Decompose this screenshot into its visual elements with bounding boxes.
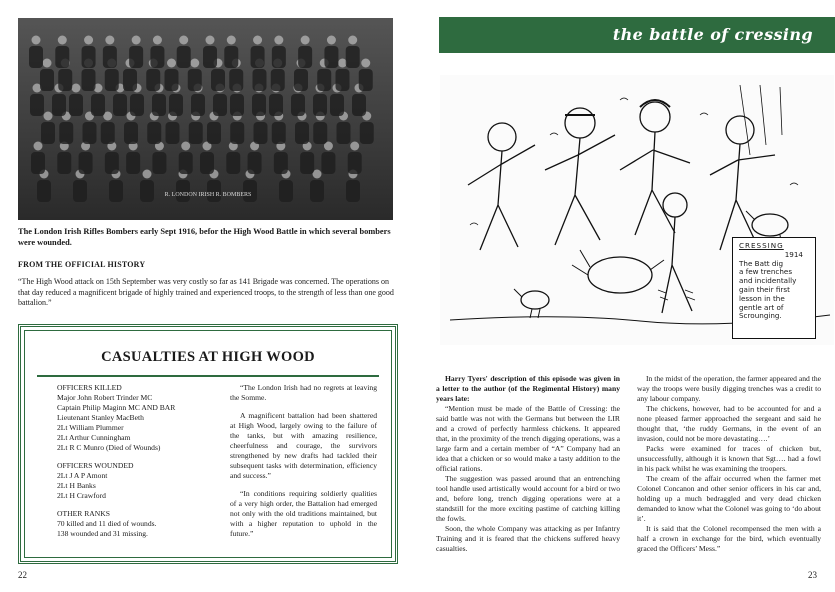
casualties-box [18,324,398,564]
page-number-right: 23 [808,570,817,580]
other-ranks-line: 138 wounded and 31 missing. [57,529,148,538]
cartoon-caption-line: Scrounging. [739,311,782,321]
group-photo-figures [18,18,393,220]
casualties-title: CASUALTIES AT HIGH WOOD [101,349,315,365]
chapter-banner [439,17,835,53]
killed-name: 2Lt William Plummer [57,423,124,432]
cartoon-caption-line: and incidentally [739,276,797,286]
cartoon-caption-box [732,237,816,339]
article-paragraph: The chickens, however, had to be accounted for and a none pleased farmer approached the sergeant and said he thought that, ‘the ruddy Germans, in the event of an invasion, could not be more devastating….’ [637,404,821,443]
cressing-cartoon [440,75,834,345]
page-number-left: 22 [18,570,27,580]
wounded-name: 2Lt J A P Amont [57,471,108,480]
cartoon-caption-line: a few trenches [739,267,793,277]
officers-killed-heading: OFFICERS KILLED [57,383,122,392]
cartoon-caption-year: 1914 [784,249,803,259]
officers-wounded-heading: OFFICERS WOUNDED [57,461,134,470]
article-paragraph: “Mention must be made of the Battle of Cressing: the said battle was not with the Germans but between the LIR and a crowd of perfectly harmless chickens. It appeared that, in the proximity of the trench digging operations, was a large farm and a certain member of “A” Company had an idea that a chicken or so would make a tasty addition to the official rations. [436,404,620,473]
wounded-name: 2Lt H Banks [57,481,96,490]
commentary-paragraph: “The London Irish had no regrets at leaving the Somme. [230,383,377,402]
killed-name: Captain Philip Maginn MC AND BAR [57,403,176,412]
killed-name: 2Lt Arthur Cunningham [57,433,131,442]
article-paragraph: Soon, the whole Company was attacking as per Infantry Training and it is feared that the chickens suffered heavy casualties. [436,524,620,553]
cartoon-caption-line: gain their first [739,284,790,294]
casualty-list [57,383,217,539]
section-label: FROM THE OFFICIAL HISTORY [18,260,146,269]
commentary-paragraph: “In conditions requiring soldierly qualities of a very high order, the Battalion had emerged not only with the old traditions maintained, but with a higher reputation to uphold in the future.” [230,489,377,538]
article-paragraph: Packs were examined for traces of chicken but, unsuccessfully, although it is known that Sgt…. had a fowl in his pack whilst he was examining the troopers. [637,444,821,473]
commentary-paragraph: A magnificent battalion had been shattered at High Wood, largely owing to the failure of the tanks, but with amazing resilience, cheerfulness and courage, the survivors strengthened by new drafts had tackled their subsequent tasks with determination, efficiency and success.” [230,411,377,480]
casualty-commentary [230,383,377,547]
article-column-1 [436,374,620,554]
article-paragraph: In the midst of the operation, the farmer appeared and the way the troops were busily digging trenches was a credit to any labour company. [637,374,821,403]
casualties-box-inner [24,330,392,558]
left-page [0,0,417,592]
cartoon-caption-line: The Batt dig [739,258,784,268]
other-ranks-heading: OTHER RANKS [57,509,110,518]
article-paragraph: It is said that the Colonel recompensed the men with a half a crown in exchange for the bird, which eventually graced the Officers’ Mess.” [637,524,821,553]
photo-caption: The London Irish Rifles Bombers early Sept 1916, befor the High Wood Battle in which several bombers were wounded. [18,227,391,247]
cartoon-caption-line: lesson in the [739,293,785,303]
article-lead: Harry Tyers' description of this episode was given in a letter to the author (of the Regimental History) many years late: [436,374,620,403]
group-photo [18,18,393,220]
official-history-quote: “The High Wood attack on 15th September was very costly so far as 141 Brigade was concerned. The operations on that day reduced a magnificent brigade of highly trained and experienced troops, to the strength of less than one good battalion.” [18,277,394,308]
killed-name: Lieutenant Stanley MacBeth [57,413,144,422]
right-page [418,0,835,592]
title-rule [37,375,379,377]
banner-title: the battle of cressing [612,25,813,44]
other-ranks-line: 70 killed and 11 died of wounds. [57,519,157,528]
killed-name: 2Lt R C Munro (Died of Wounds) [57,443,161,452]
cartoon-caption-line: gentle art of [739,302,784,312]
article-paragraph: The suggestion was passed around that an entrenching tool handle used artistically would account for a bird or two and, before long, trench digging operations were at a standstill for the more exciting pastime of catching killing the fowls. [436,474,620,523]
wounded-name: 2Lt H Crawford [57,491,106,500]
photo-inscription: R. LONDON IRISH R. BOMBERS [164,192,252,198]
cartoon-caption-title: CRESSING [739,241,784,250]
article-paragraph: The cream of the affair occurred when the farmer met Colonel Concanon and other senior officers in his car and, holding up a much bedraggled and very dead chicken demanded to know what the Colonel was going to ‘do about it’. [637,474,821,523]
killed-name: Major John Robert Trinder MC [57,393,153,402]
article-column-2 [637,374,821,554]
